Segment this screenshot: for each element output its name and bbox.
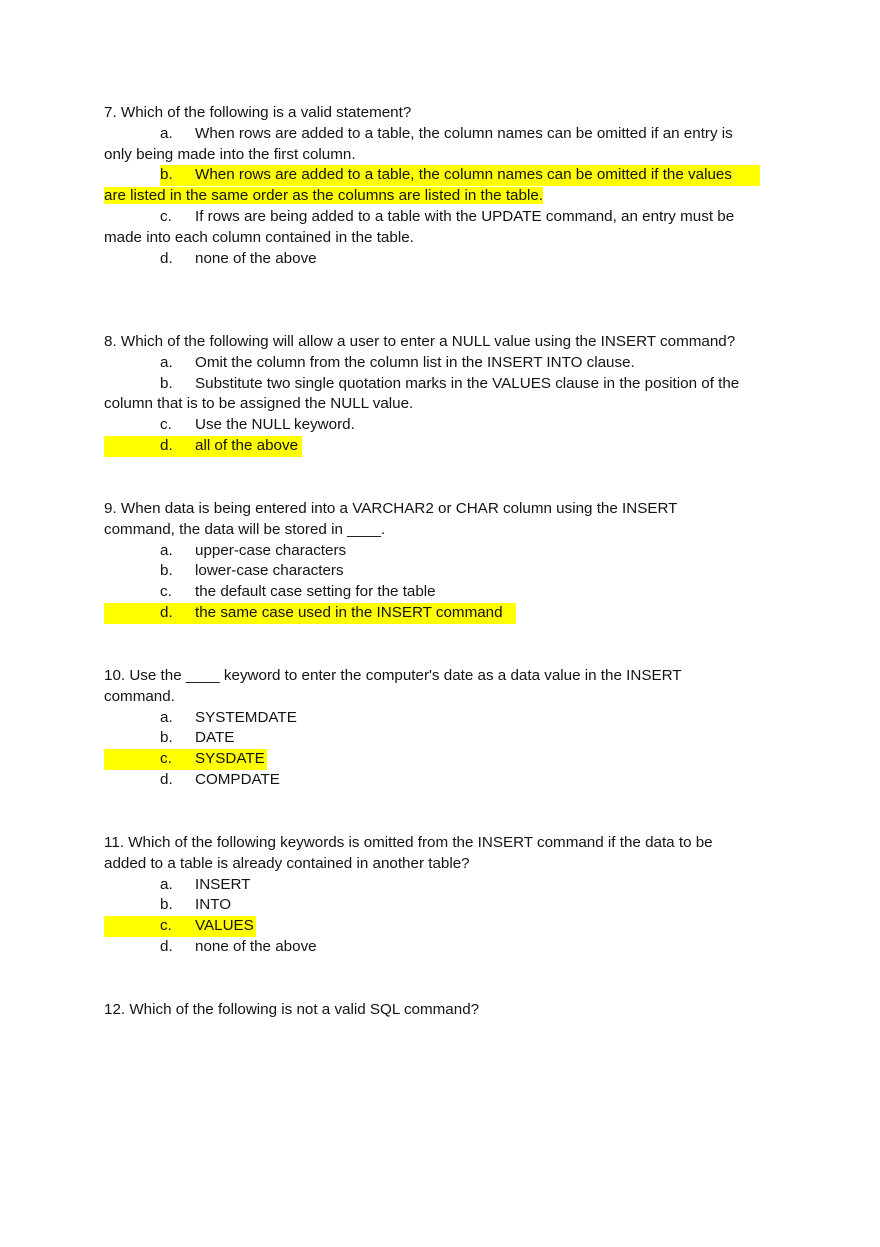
option-text: all of the above xyxy=(195,436,299,454)
option-text: Substitute two single quotation marks in the VALUES clause in the position of the xyxy=(195,374,740,392)
option-text: none of the above xyxy=(195,249,317,267)
option-letter: b. xyxy=(160,729,173,747)
question-10-text-continued: command. xyxy=(104,687,175,705)
option-text: DATE xyxy=(195,729,235,747)
option-letter: c. xyxy=(160,416,172,434)
option-letter: d. xyxy=(160,603,173,621)
option-letter: d. xyxy=(160,770,173,788)
option-text: the default case setting for the table xyxy=(195,583,436,601)
option-text: none of the above xyxy=(195,937,317,955)
q11-option-d xyxy=(104,937,770,958)
question-7 xyxy=(104,103,770,269)
option-letter: d. xyxy=(160,937,173,955)
question-11 xyxy=(104,833,770,958)
option-text: upper-case characters xyxy=(195,541,347,559)
option-text: Use the NULL keyword. xyxy=(195,416,355,434)
option-text: COMPDATE xyxy=(195,770,280,788)
q10-option-d xyxy=(104,770,770,791)
q9-option-b xyxy=(104,561,770,582)
option-letter: b. xyxy=(160,374,173,392)
q7-option-c-continued: made into each column contained in the table. xyxy=(104,228,414,246)
option-text: Omit the column from the column list in the INSERT INTO clause. xyxy=(195,353,635,371)
question-9-text-continued: command, the data will be stored in ____. xyxy=(104,520,386,538)
option-letter: c. xyxy=(160,583,172,601)
option-letter: a. xyxy=(160,541,173,559)
q8-option-a xyxy=(104,353,770,374)
option-text: When rows are added to a table, the column names can be omitted if the values xyxy=(195,166,732,184)
q7-option-d xyxy=(104,249,770,270)
q8-option-d-answer xyxy=(104,436,770,457)
option-letter: a. xyxy=(160,353,173,371)
option-letter: c. xyxy=(160,917,172,935)
option-text: lower-case characters xyxy=(195,562,344,580)
q10-option-c-answer xyxy=(104,749,770,770)
question-8-text: 8. Which of the following will allow a user to enter a NULL value using the INSERT command? xyxy=(104,333,736,350)
question-10-text: 10. Use the ____ keyword to enter the computer's date as a data value in the INSERT xyxy=(104,667,682,684)
q8-option-b-continued: column that is to be assigned the NULL value. xyxy=(104,395,414,413)
option-letter: d. xyxy=(160,436,173,454)
q11-option-b xyxy=(104,895,770,916)
option-text: the same case used in the INSERT command xyxy=(195,603,503,621)
option-letter: a. xyxy=(160,124,173,142)
question-11-text: 11. Which of the following keywords is omitted from the INSERT command if the data to be xyxy=(104,834,713,851)
q9-option-a xyxy=(104,541,770,562)
option-letter: b. xyxy=(160,562,173,580)
option-text: VALUES xyxy=(195,917,254,935)
question-9 xyxy=(104,499,770,624)
question-7-text: 7. Which of the following is a valid statement? xyxy=(104,104,412,121)
q11-option-c-answer xyxy=(104,916,770,937)
option-text: INTO xyxy=(195,896,232,914)
q9-option-c xyxy=(104,582,770,603)
question-10 xyxy=(104,666,770,791)
q7-option-a xyxy=(104,124,770,145)
option-letter: d. xyxy=(160,249,173,267)
option-letter: a. xyxy=(160,708,173,726)
q8-option-b xyxy=(104,374,770,395)
question-11-text-continued: added to a table is already contained in another table? xyxy=(104,854,470,872)
q9-option-d-answer xyxy=(104,603,770,624)
q10-option-a xyxy=(104,708,770,729)
q8-option-c xyxy=(104,415,770,436)
q7-option-b-answer xyxy=(104,165,770,186)
option-text: When rows are added to a table, the column names can be omitted if an entry is xyxy=(195,124,733,142)
q11-option-a xyxy=(104,875,770,896)
question-12-text: 12. Which of the following is not a valid SQL command? xyxy=(104,1001,480,1018)
q7-option-a-continued: only being made into the first column. xyxy=(104,145,356,163)
option-text: SYSTEMDATE xyxy=(195,708,297,726)
question-12 xyxy=(104,1000,770,1021)
q10-option-b xyxy=(104,728,770,749)
question-8 xyxy=(104,332,770,457)
option-letter: b. xyxy=(160,896,173,914)
q7-option-c xyxy=(104,207,770,228)
option-letter: c. xyxy=(160,750,172,768)
q7-option-b-continued xyxy=(104,186,770,207)
question-9-text: 9. When data is being entered into a VARCHAR2 or CHAR column using the INSERT xyxy=(104,500,678,517)
option-letter: a. xyxy=(160,875,173,893)
answer-highlight-text: are listed in the same order as the columns are listed in the table. xyxy=(104,187,543,205)
option-text: INSERT xyxy=(195,875,251,893)
option-text: SYSDATE xyxy=(195,750,265,768)
option-text: If rows are being added to a table with the UPDATE command, an entry must be xyxy=(195,207,735,225)
option-letter: b. xyxy=(160,166,173,184)
option-letter: c. xyxy=(160,207,172,225)
